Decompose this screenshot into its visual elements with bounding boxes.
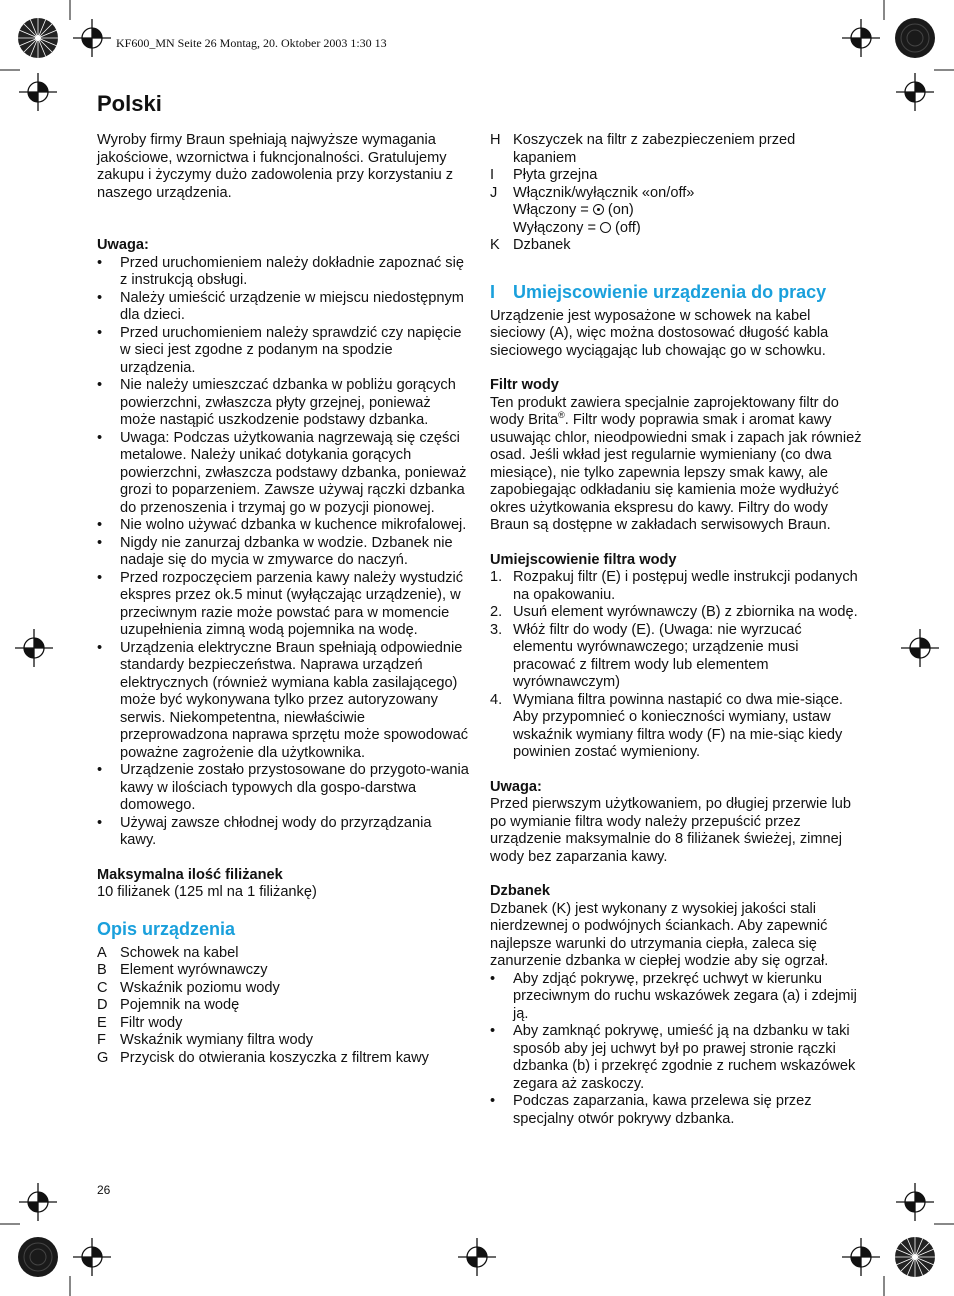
list-item: H Koszyczek na filtr z zabezpieczeniem przed kapaniem [490,132,796,166]
bullet-mark: • [97,289,103,306]
list-item: • Aby zdjąć pokrywę, przekręć uchwyt w kierunku przeciwnym do ruchu wskazówek zegara (a) i zdejmij ją. [490,970,857,1022]
list-item: • Nigdy nie zanurzaj dzbanka w wodzie. Dzbanek nie nadaje się do mycia w zmywarce do naczyń. [97,534,453,568]
star-target-icon [18,18,58,58]
list-item: I Płyta grzejna [490,167,598,183]
jug-list [490,971,862,1129]
warning-label: Uwaga: [97,237,149,253]
list-item: • Urządzenie zostało przystosowane do przygoto-wania kawy w ilościach typowych dla gospo-darstwa domowego. [97,762,469,813]
off-symbol-icon [600,222,611,233]
list-item: A Schowek na kabel [97,944,239,961]
list-item: 4. Wymiana filtra powinna nastapić co dwa mie-siące. Aby przypomnieć o konieczności wymiany, ustaw wskaźnik wymiany filtra wody (F) na mie-siąc kiedy powinien zostać wymieniony. [490,691,843,760]
list-item: B Element wyrównawczy [97,962,268,978]
list-item: 2. Usuń element wyrównawczy (B) z zbiornika na wodę. [490,604,858,620]
list-item: G Przycisk do otwierania koszyczka z filtrem kawy [97,1049,429,1066]
list-item: 1. Rozpakuj filtr (E) i postępuj wedle instrukcji podanych na opakowaniu. [490,569,858,603]
list-item: • Nie należy umieszczać dzbanka w pobliżu gorących powierzchni, zwłaszcza płyty grzejnej, ponieważ może nastąpić uszkodzenie podstawy dzbanka. [97,377,456,428]
registration-cross-icon [896,1183,934,1221]
dense-target-icon [895,18,935,58]
list-item: • Uwaga: Podczas użytkowania nagrzewają się części metalowe. Należy unikać dotykania gorących powierzchni, zwłaszcza podstawy dzbanka, ponieważ grozi to poparzeniem. Zawsze używaj rączki dzbanka do przenoszenia i trzymaj go w pozycji pionowej. [97,429,467,516]
list-item: • Nie wolno używać dzbanka w kuchence mikrofalowej. [97,517,467,533]
list-item: C Wskaźnik poziomu wody [97,979,280,996]
list-item: • Przed uruchomieniem należy sprawdzić czy napięcie w sieci jest zgodne z podanym na spodzie urządzenia. [97,324,462,376]
right-column [490,132,862,1128]
list-item: D Pojemnik na wodę [97,997,240,1013]
list-item: • Należy umieścić urządzenie w miejscu niedostępnym dla dzieci. [97,289,464,323]
filter-placement-label: Umiejscowienie filtra wody [490,551,677,568]
warning-list [97,255,469,850]
note-text: Przed pierwszym użytkowaniem, po długiej przerwie lub po wymianie filtra wody należy przepuścić przez urządzenie maksymalnie do 8 filiżanek świeżej, zimnej wody bez zaparzania kawy. [490,796,851,865]
registration-cross-icon [842,19,880,57]
registration-cross-icon [19,73,57,111]
bullet-mark: • [97,429,103,446]
registration-cross-icon [458,1238,496,1276]
list-item: E Filtr wody [97,1014,183,1031]
registration-cross-icon [19,1183,57,1221]
section-title-description: Opis urządzenia [97,918,236,939]
jug-text: Dzbanek (K) jest wykonany z wysokiej jakości stali nierdzewnej o podwójnych ściankach. Aby zapewnić najlepsze warunki do utrzymania ciepła, zaleca się zanurzenie dzbanka w ciepłej wodzie aby się ogrzał. [490,900,829,969]
jug-label: Dzbanek [490,883,551,899]
bullet-mark: • [97,377,103,393]
placement-text: Urządzenie jest wyposażone w schowek na kabel sieciowy (A), więc można dostosować długość kabla sieciowego wyciągając lub chowając go w schowku. [490,307,829,359]
bullet-mark: • [97,762,103,778]
list-item: • Przed rozpoczęciem parzenia kawy należy wystudzić ekspres przez ok.5 minut (wyłączając urządzenie), w przeciwnym razie może powstać para w momencie uzupełnienia zimną wodą pojemnika na wodę. [97,569,464,638]
off-state-line: Wyłączony = (off) [513,219,641,236]
water-filter-text: Ten produkt zawiera specjalnie zaprojektowany filtr do wody Brita®. Filtr wody poprawia smak i aromat kawy usuwając chlor, nieodpowiedni smak i zapach jak również osad. Jeśli wkład jest regularnie wymieniany (co dwa miesiące), nie tylko zapewnia lepszy smak kawy, ale zapobiegając odkładaniu się kamienia może wydłużyć okres użytkowania ekspresu do kawy. Filtry do wody Braun są dostępne w zakładach serwisowych Braun. [490,394,862,533]
registration-cross-icon [896,73,934,111]
registration-cross-icon [15,629,53,667]
bullet-mark: • [97,324,103,341]
list-item: K Dzbanek [490,237,571,253]
note-label: Uwaga: [490,778,542,795]
bullet-mark: • [490,1023,496,1039]
bullet-mark: • [490,970,496,987]
bullet-mark: • [97,569,103,586]
water-filter-label: Filtr wody [490,377,559,393]
list-item: • Używaj zawsze chłodnej wody do przyrządzania kawy. [97,814,432,848]
left-column [97,132,469,1067]
list-item: • Aby zamknąć pokrywę, umieść ją na dzbanku w taki sposób aby jej uchwyt był po prawej stronie rączki dzbanka (b) i przekręć zgodnie z ruchem wskazówek zegara aż zaskoczy. [490,1023,856,1092]
list-item: • Podczas zaparzania, kawa przelewa się przez specjalny otwór pokrywy dzbanka. [490,1093,812,1127]
parts-list-continued [490,132,862,255]
dense-target-icon [18,1237,58,1277]
star-target-icon [895,1237,935,1277]
max-cups-text: 10 filiżanek (125 ml na 1 filiżankę) [97,884,317,900]
print-slug: KF600_MN Seite 26 Montag, 20. Oktober 2003 1:30 13 [116,36,387,50]
list-item: • Przed uruchomieniem należy dokładnie zapoznać się z instrukcją obsługi. [97,254,464,288]
registration-cross-icon [842,1238,880,1276]
parts-list [97,945,469,1068]
list-item: 3. Włóż filtr do wody (E). (Uwaga: nie wyrzucać elementu wyrównawczego; urządzenie musi pracować z filtrem wody lub elementem wyrównawczym) [490,621,802,690]
intro-paragraph: Wyroby firmy Braun spełniają najwyższe wymagania jakościowe, wzornictwa i fukncjonalności. Gratulujemy zakupu i życzymy dużo zadowolenia przy korzystaniu z naszego urządzenia. [97,132,454,201]
bullet-mark: • [490,1093,496,1109]
bullet-mark: • [97,814,103,831]
list-item: F Wskaźnik wymiany filtra wody [97,1032,314,1048]
bullet-mark: • [97,639,103,656]
max-cups-label: Maksymalna ilość filiżanek [97,866,283,883]
registration-cross-icon [901,629,939,667]
page-title: Polski [97,91,162,116]
list-item: J Włącznik/wyłącznik «on/off» Włączony = (on) Wyłączony = (off) [490,185,862,238]
on-symbol-icon [593,204,604,215]
bullet-mark: • [97,534,103,551]
section-title-placement: I Umiejscowienie urządzenia do pracy [490,281,827,302]
bullet-mark: • [97,254,103,271]
on-state-line: Włączony = (on) [513,202,634,218]
bullet-mark: • [97,517,103,533]
registration-cross-icon [73,1238,111,1276]
page-number: 26 [97,1183,111,1197]
filter-steps-list [490,569,862,762]
list-item: • Urządzenia elektryczne Braun spełniają odpowiednie standardy bezpieczeństwa. Naprawa urządzeń elektrycznych (również wymiana kabla zasilającego) może być wykonywana tylko przez autoryzowany serwis. Niekompetentna, niewłaściwie przeprowadzona naprawa sprzętu może spowodować poważne zagrożenie dla użytkownika. [97,639,469,761]
registration-cross-icon [73,19,111,57]
